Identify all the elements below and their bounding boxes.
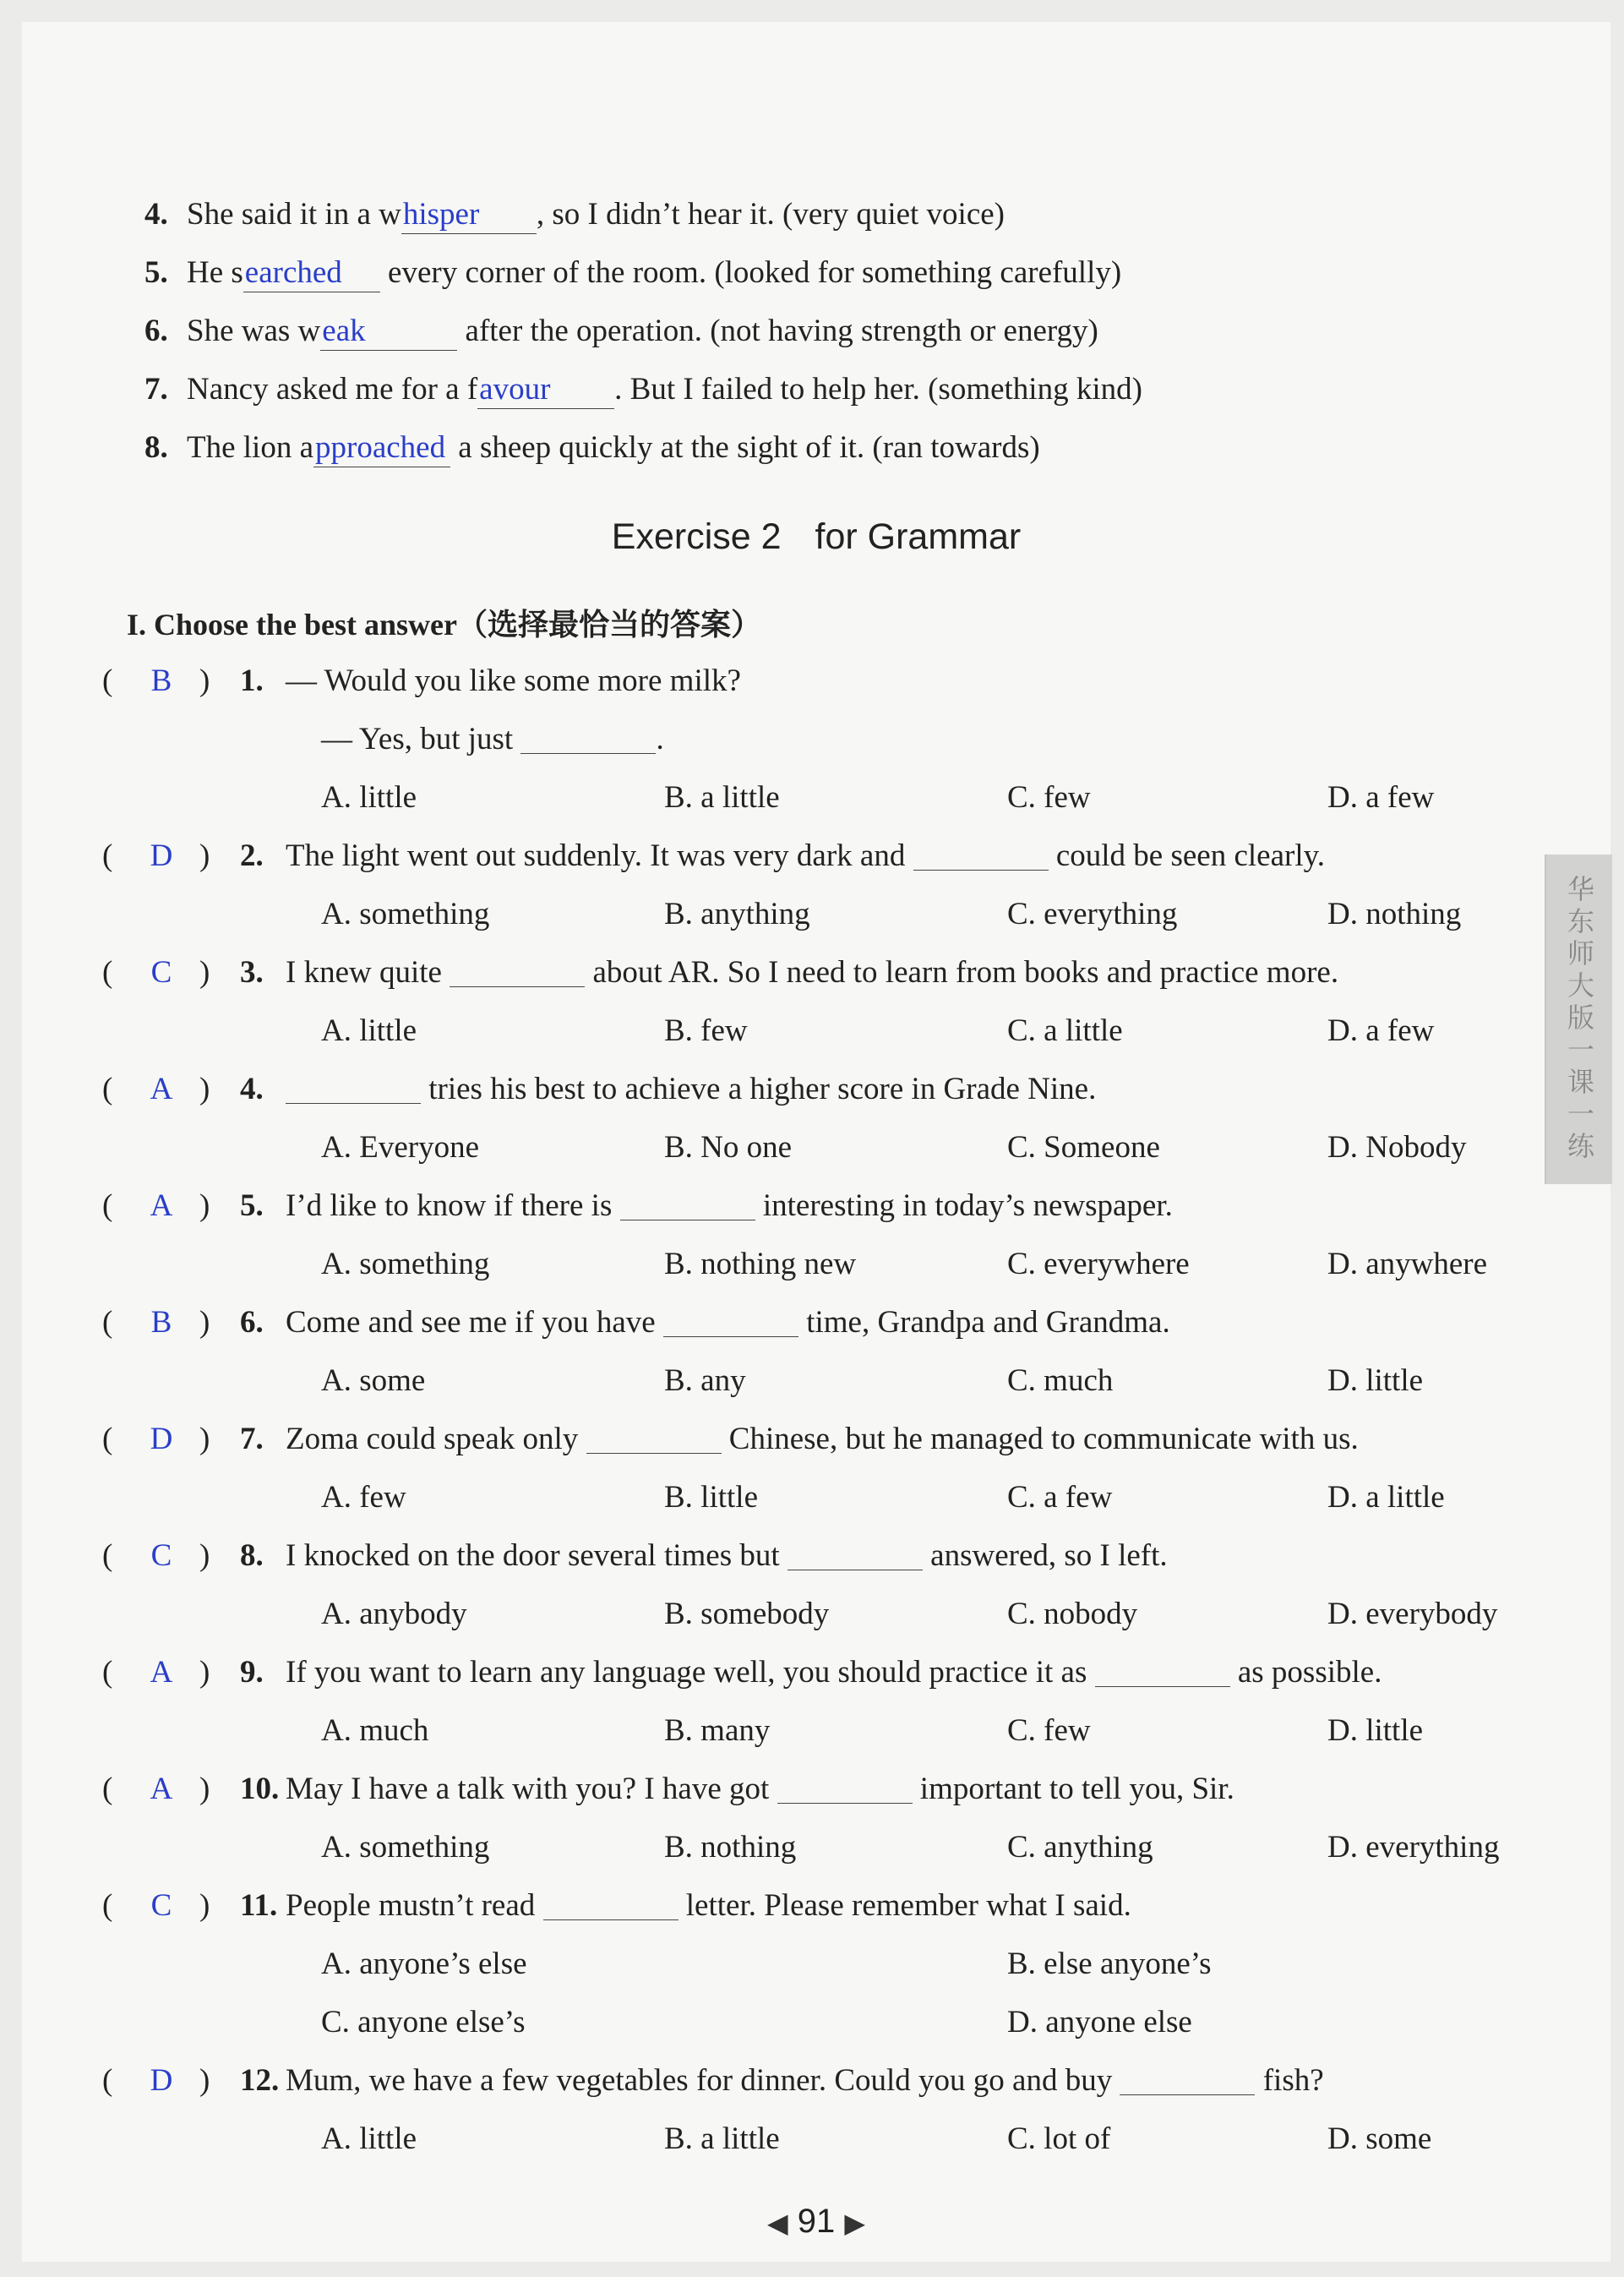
side-tab: 华东师大版一课一练 [1545,855,1612,1184]
option[interactable]: B. nothing [664,1830,797,1865]
question-number: 12. [240,2063,280,2098]
right-paren: ) [199,1772,210,1806]
question-row [22,1760,1610,1818]
question-number: 9. [240,1655,264,1690]
left-paren: ( [102,2063,113,2098]
answer-blank[interactable] [520,718,656,754]
vocab-text-after: , so I didn’t hear it. (very quiet voice) [536,197,1005,232]
options-row [22,1818,1610,1876]
option[interactable]: D. Nobody [1327,1130,1467,1165]
vocab-text-after: a sheep quickly at the sight of it. (ran towards) [450,430,1040,465]
answer-choice[interactable]: C [150,1888,172,1923]
question-text-after: about AR. So I need to learn from books and practice more. [585,955,1339,990]
option[interactable]: C. few [1007,1713,1091,1748]
left-paren: ( [102,1422,113,1456]
option[interactable]: C. everywhere [1007,1247,1190,1281]
options-row [22,1701,1610,1760]
question-text [286,652,741,710]
option[interactable]: A. little [321,780,417,815]
option[interactable]: A. much [321,1713,429,1748]
option[interactable]: A. few [321,1480,406,1515]
option[interactable]: B. somebody [664,1597,830,1631]
option[interactable]: A. some [321,1363,426,1398]
question-text-after: important to tell you, Sir. [912,1772,1234,1806]
right-paren: ) [199,1538,210,1573]
left-paren: ( [102,1072,113,1106]
question-row [22,1643,1610,1701]
page [22,22,1610,2262]
answer-blank[interactable] [543,1884,678,1920]
question-text-after: Chinese, but he managed to communicate with us. [721,1422,1359,1456]
question-text [286,827,1325,885]
question-text-before: I’d like to know if there is [286,1188,620,1223]
option[interactable]: C. lot of [1007,2121,1111,2156]
option[interactable]: D. some [1327,2121,1432,2156]
question-row [22,1060,1610,1118]
question-text-before: I knocked on the door several times but [286,1538,787,1573]
vocab-text-before: She said it in a w [187,197,401,232]
question-text-after: answered, so I left. [922,1538,1168,1573]
option[interactable]: B. anything [664,897,810,931]
answer-choice[interactable]: B [150,1305,172,1340]
left-arrow-icon: ◀ [767,2208,788,2238]
answer-blank[interactable] [286,1068,421,1104]
question-text-after: fish? [1255,2063,1324,2098]
section-title: I. Choose the best answer（选择最恰当的答案） [127,608,761,642]
question-number: 3. [240,955,264,990]
question-number: 2. [240,838,264,873]
question-text-before: May I have a talk with you? I have got [286,1772,777,1806]
answer-blank[interactable] [777,1767,913,1804]
option[interactable]: C. a few [1007,1480,1113,1515]
option[interactable]: B. little [664,1480,758,1515]
option[interactable]: C. anything [1007,1830,1153,1865]
vocab-answer[interactable]: eak [320,313,457,351]
vocab-number: 5. [144,255,168,290]
option[interactable]: A. something [321,1830,490,1865]
option[interactable]: C. much [1007,1363,1114,1398]
question-row [22,827,1610,885]
left-paren: ( [102,663,113,698]
question-number: 7. [240,1422,264,1456]
vocab-number: 4. [144,197,168,232]
options-row [22,1118,1610,1177]
right-arrow-icon: ▶ [844,2208,865,2238]
option[interactable]: A. something [321,897,490,931]
right-paren: ) [199,2063,210,2098]
vocab-line [144,249,1412,308]
vocab-text-after: every corner of the room. (looked for something carefully) [379,255,1122,290]
option[interactable]: B. any [664,1363,746,1398]
question-text-before: I knew quite [286,955,450,990]
question-text [286,1643,1381,1701]
option[interactable]: D. anyone else [1007,2005,1192,2039]
options-row [22,1235,1610,1293]
answer-choice[interactable]: A [150,1655,173,1690]
option[interactable]: D. a little [1327,1480,1445,1515]
options-row [22,768,1610,827]
options-row [22,1468,1610,1526]
right-paren: ) [199,1888,210,1923]
vocab-text-before: She was w [187,314,321,348]
vocab-answer[interactable]: earched [243,254,380,292]
answer-blank[interactable] [1120,2059,1255,2095]
options-row [22,2110,1610,2168]
question-row-continued [22,710,1610,768]
options-row [22,885,1610,943]
right-paren: ) [199,1305,210,1340]
left-paren: ( [102,1772,113,1806]
vocab-text-before: He s [187,255,243,290]
question-row [22,1293,1610,1351]
vocab-number: 8. [144,430,168,465]
vocab-text-before: Nancy asked me for a f [187,372,478,407]
vocab-number: 7. [144,372,168,407]
question-number: 6. [240,1305,264,1340]
question-text-before: If you want to learn any language well, you should practice it as [286,1655,1095,1690]
question-number: 4. [240,1072,264,1106]
option[interactable]: B. No one [664,1130,793,1165]
answer-choice[interactable]: B [150,663,172,698]
option[interactable]: B. few [664,1013,748,1048]
option[interactable]: D. nothing [1327,897,1462,931]
vocab-number: 6. [144,314,168,348]
right-paren: ) [199,1188,210,1223]
question-text [286,1293,1170,1351]
vocab-line [144,308,1412,366]
question-text-after: . [656,722,664,756]
option[interactable]: B. many [664,1713,771,1748]
answer-blank[interactable] [913,834,1049,871]
question-text-before: Zoma could speak only [286,1422,586,1456]
question-text [286,1060,1096,1118]
question-number: 11. [240,1888,278,1923]
option[interactable]: C. nobody [1007,1597,1138,1631]
vocab-line [144,366,1412,424]
question-row [22,1876,1610,1935]
exercise-subtitle: for Grammar [815,516,1022,557]
answer-choice[interactable]: C [150,955,172,990]
vocab-answer[interactable]: pproached [313,429,450,467]
exercise-title: Exercise 2 [611,516,782,557]
answer-blank[interactable] [663,1301,798,1337]
question-number: 1. [240,663,264,698]
question-text [286,1526,1168,1585]
question-text [286,1876,1131,1935]
question-row [22,1410,1610,1468]
question-text-after: tries his best to achieve a higher score in Grade Nine. [421,1072,1097,1106]
options-row [22,1935,1610,1993]
options-row [22,1002,1610,1060]
page-number-footer [22,2203,1610,2241]
option[interactable]: C. everything [1007,897,1178,931]
option[interactable]: D. everybody [1327,1597,1498,1631]
question-text-before: People mustn’t read [286,1888,543,1923]
option[interactable]: D. everything [1327,1830,1500,1865]
right-paren: ) [199,1655,210,1690]
option[interactable]: B. a little [664,780,780,815]
vocabulary-section [144,191,1412,483]
left-paren: ( [102,1188,113,1223]
right-paren: ) [199,663,210,698]
question-row [22,943,1610,1002]
question-text [286,1410,1359,1468]
question-number: 5. [240,1188,264,1223]
options-row [22,1993,1610,2051]
option[interactable]: C. a little [1007,1013,1123,1048]
question-number: 10. [240,1772,280,1806]
answer-choice[interactable]: A [150,1772,173,1806]
vocab-answer[interactable]: hisper [401,196,537,234]
left-paren: ( [102,838,113,873]
vocab-text-after: after the operation. (not having strength or energy) [457,314,1098,348]
question-text-before: The light went out suddenly. It was very dark and [286,838,913,873]
answer-choice[interactable]: D [150,2063,173,2098]
option[interactable]: C. few [1007,780,1091,815]
left-paren: ( [102,1655,113,1690]
answer-choice[interactable]: D [150,838,173,873]
question-text-after: interesting in today’s newspaper. [755,1188,1173,1223]
options-row [22,1585,1610,1643]
answer-blank[interactable] [586,1417,722,1454]
question-text-after: could be seen clearly. [1048,838,1325,873]
left-paren: ( [102,1888,113,1923]
vocab-line [144,424,1412,483]
option[interactable]: C. Someone [1007,1130,1160,1165]
option[interactable]: A. something [321,1247,490,1281]
question-row [22,652,1610,710]
vocab-text-after: . But I failed to help her. (something kind) [614,372,1142,407]
answer-choice[interactable]: C [150,1538,172,1573]
option[interactable]: B. a little [664,2121,780,2156]
answer-blank[interactable] [620,1184,755,1220]
option[interactable]: B. else anyone’s [1007,1947,1212,1981]
right-paren: ) [199,955,210,990]
question-row [22,1526,1610,1585]
question-text-after: letter. Please remember what I said. [678,1888,1131,1923]
option[interactable]: A. little [321,2121,417,2156]
question-text-before: Mum, we have a few vegetables for dinner. Could you go and buy [286,2063,1120,2098]
question-row [22,2051,1610,2110]
option[interactable]: A. anyone’s else [321,1947,527,1981]
vocab-text-before: The lion a [187,430,314,465]
answer-blank[interactable] [787,1534,923,1570]
option[interactable]: D. a few [1327,780,1435,815]
question-text [286,2051,1324,2110]
option[interactable]: A. anybody [321,1597,467,1631]
vocab-line [144,191,1412,249]
option[interactable]: D. little [1327,1713,1424,1748]
right-paren: ) [199,1422,210,1456]
answer-choice[interactable]: A [150,1188,173,1223]
question-text-before: Come and see me if you have [286,1305,663,1340]
right-paren: ) [199,1072,210,1106]
question-text-after: as possible. [1229,1655,1382,1690]
question-list [22,652,1610,2168]
option[interactable]: A. Everyone [321,1130,479,1165]
page-number: 91 [797,2203,836,2240]
option[interactable]: D. a few [1327,1013,1435,1048]
option[interactable]: C. anyone else’s [321,2005,526,2039]
left-paren: ( [102,1538,113,1573]
question-text [286,943,1338,1002]
exercise-heading [22,516,1610,558]
answer-choice[interactable]: D [150,1422,173,1456]
option[interactable]: D. anywhere [1327,1247,1488,1281]
option[interactable]: A. little [321,1013,417,1048]
left-paren: ( [102,955,113,990]
answer-blank[interactable] [450,951,585,987]
question-text-before: — Would you like some more milk? [286,663,741,698]
options-row [22,1351,1610,1410]
question-row [22,1177,1610,1235]
question-text-before: — Yes, but just [321,722,521,756]
question-text [286,1760,1234,1818]
answer-choice[interactable]: A [150,1072,173,1106]
left-paren: ( [102,1305,113,1340]
vocab-answer[interactable]: avour [477,371,614,409]
question-number: 8. [240,1538,264,1573]
question-text-after: time, Grandpa and Grandma. [798,1305,1170,1340]
question-text [286,1177,1173,1235]
option[interactable]: D. little [1327,1363,1424,1398]
option[interactable]: B. nothing new [664,1247,857,1281]
right-paren: ) [199,838,210,873]
question-text [321,710,664,768]
answer-blank[interactable] [1095,1651,1230,1687]
